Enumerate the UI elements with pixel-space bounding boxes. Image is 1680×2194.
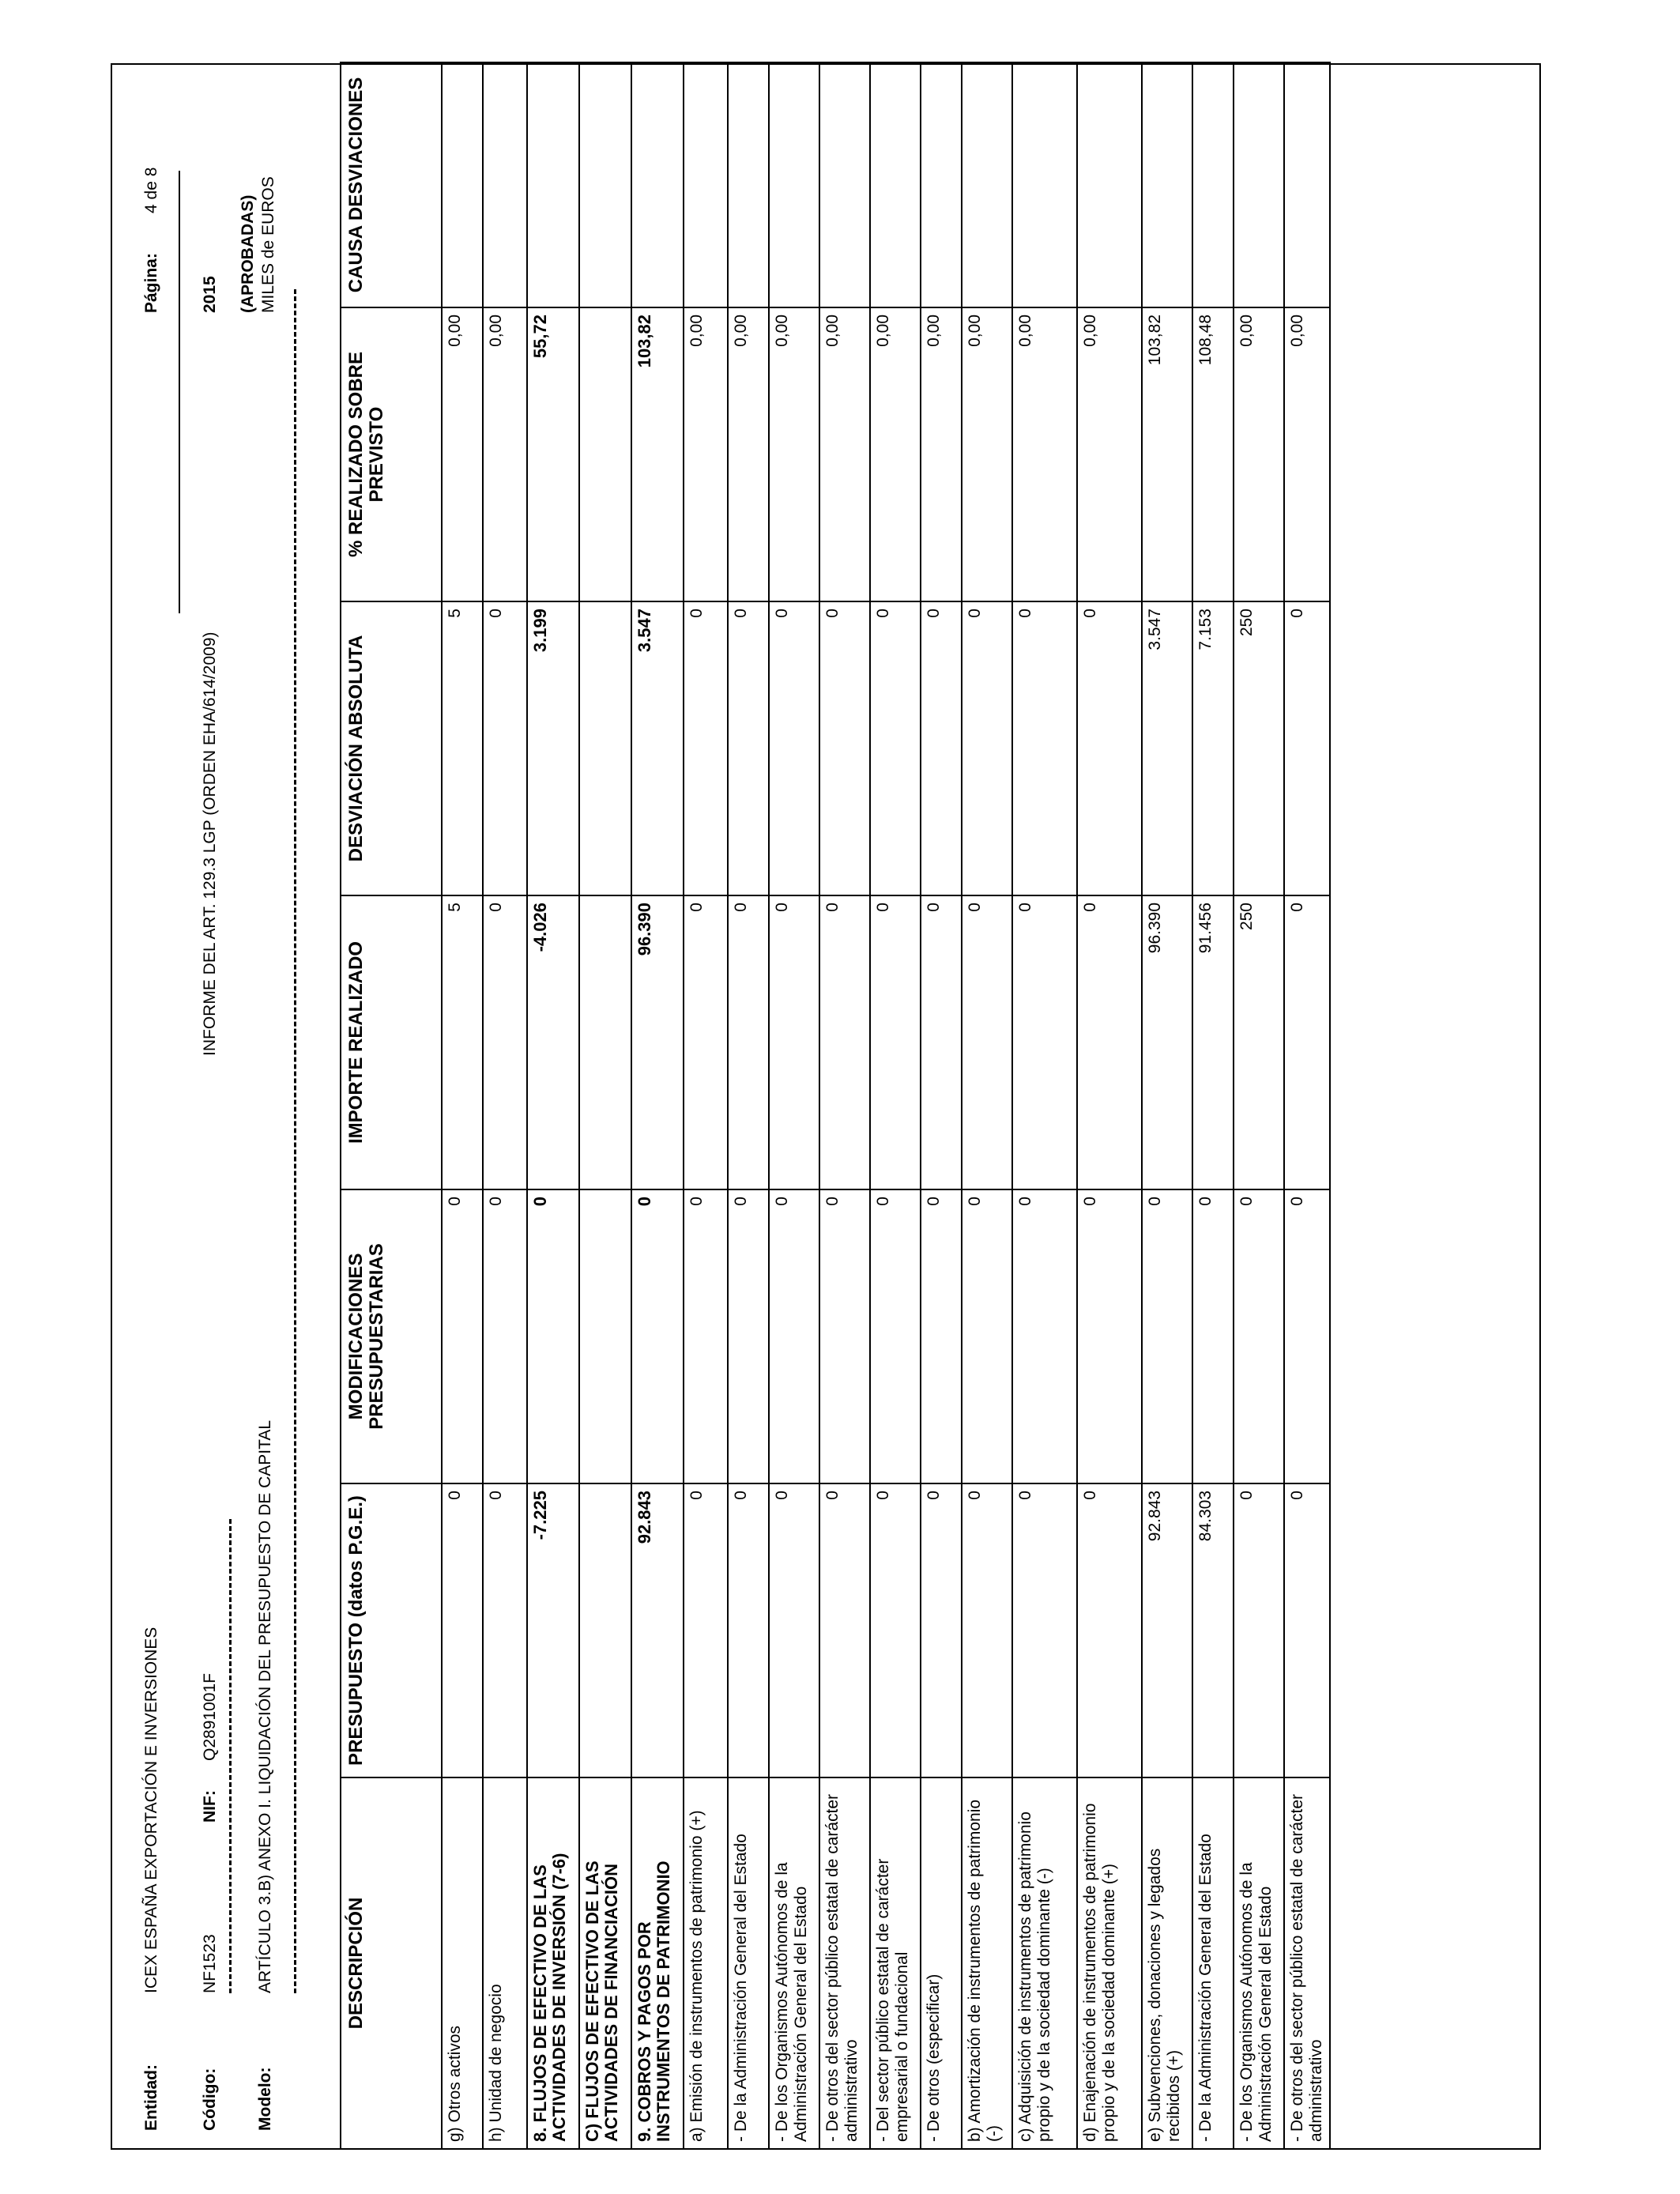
cell-mod: 0 (1077, 1189, 1142, 1483)
cell-mod: 0 (769, 1189, 819, 1483)
cell-pge: 84.303 (1192, 1483, 1234, 1777)
cell-desc: h) Unidad de negocio (483, 1777, 527, 2149)
table-row (483, 62, 527, 2149)
cell-desc: C) FLUJOS DE EFECTIVO DE LAS ACTIVIDADES DE FINANCIACIÓN (579, 1777, 631, 2149)
cell-pge: 0 (442, 1483, 483, 1777)
cell-mod: 0 (728, 1189, 769, 1483)
cell-desv (579, 601, 631, 895)
cell-pge: 0 (769, 1483, 819, 1777)
cell-real: 96.390 (631, 895, 684, 1189)
table-row (579, 62, 631, 2149)
cell-real: 0 (819, 895, 870, 1189)
cell-pge: 0 (1234, 1483, 1284, 1777)
entidad-value: ICEX ESPAÑA EXPORTACIÓN E INVERSIONES (142, 1627, 160, 1993)
cell-pct: 0,00 (728, 307, 769, 601)
cell-real: 5 (442, 895, 483, 1189)
cell-causa (527, 62, 579, 307)
cell-mod: 0 (1192, 1189, 1234, 1483)
col-modificaciones: MODIFICACIONES PRESUPUESTARIAS (341, 1189, 442, 1483)
cell-causa (1192, 62, 1234, 307)
cell-pct: 108,48 (1192, 307, 1234, 601)
cell-pge: 0 (1077, 1483, 1142, 1777)
cell-real: -4.026 (527, 895, 579, 1189)
cell-desv: 5 (442, 601, 483, 895)
cell-real: 0 (769, 895, 819, 1189)
cell-real: 0 (1284, 895, 1330, 1189)
pagina-value: 4 de 8 (142, 167, 160, 213)
cell-real: 91.456 (1192, 895, 1234, 1189)
units-label: MILES de EUROS (259, 176, 277, 313)
cell-desc: 9. COBROS Y PAGOS POR INSTRUMENTOS DE PATRIMONIO (631, 1777, 684, 2149)
cell-desc: 8. FLUJOS DE EFECTIVO DE LAS ACTIVIDADES DE INVERSIÓN (7-6) (527, 1777, 579, 2149)
cell-desv: 3.547 (1142, 601, 1192, 895)
cell-causa (684, 62, 728, 307)
table-row (527, 62, 579, 2149)
cell-mod: 0 (527, 1189, 579, 1483)
cell-real: 0 (728, 895, 769, 1189)
cell-mod: 0 (962, 1189, 1012, 1483)
cell-pge: 0 (870, 1483, 921, 1777)
cell-pct: 0,00 (684, 307, 728, 601)
col-descripcion: DESCRIPCIÓN (341, 1777, 442, 2149)
cell-desv: 250 (1234, 601, 1284, 895)
cell-pge: 92.843 (1142, 1483, 1192, 1777)
cell-pge: 0 (1012, 1483, 1077, 1777)
cell-causa (1077, 62, 1142, 307)
cell-pct: 103,82 (631, 307, 684, 601)
cell-real: 96.390 (1142, 895, 1192, 1189)
cell-desv: 0 (1012, 601, 1077, 895)
modelo-value: ARTÍCULO 3.B) ANEXO I. LIQUIDACIÓN DEL PRESUPUESTO DE CAPITAL (256, 1419, 274, 1993)
cell-desc: - De otros del sector público estatal de carácter administrativo (819, 1777, 870, 2149)
year-value: 2015 (201, 276, 219, 313)
header-rule (179, 171, 180, 613)
cell-mod (579, 1189, 631, 1483)
cell-causa (819, 62, 870, 307)
table-row (728, 62, 769, 2149)
cell-desc: - De la Administración General del Estado (728, 1777, 769, 2149)
cell-desc: e) Subvenciones, donaciones y legados recibidos (+) (1142, 1777, 1192, 2149)
cell-real: 0 (1077, 895, 1142, 1189)
cell-mod: 0 (483, 1189, 527, 1483)
table-row (769, 62, 819, 2149)
cell-pct: 0,00 (483, 307, 527, 601)
cell-pge: 0 (483, 1483, 527, 1777)
header-dash-code (229, 1519, 232, 1993)
cell-mod: 0 (684, 1189, 728, 1483)
cell-causa (728, 62, 769, 307)
cell-pct: 0,00 (819, 307, 870, 601)
header-dash-modelo (294, 289, 296, 1993)
table-row (1077, 62, 1142, 2149)
cell-causa (483, 62, 527, 307)
cell-desv: 0 (483, 601, 527, 895)
nif-value: Q2891001F (201, 1673, 219, 1761)
cell-causa (921, 62, 962, 307)
codigo-label: Código: (201, 2068, 219, 2131)
cell-mod: 0 (1284, 1189, 1330, 1483)
cell-mod: 0 (442, 1189, 483, 1483)
cell-desc: - De otros del sector público estatal de carácter administrativo (1284, 1777, 1330, 2149)
cell-causa (442, 62, 483, 307)
cell-pct: 0,00 (1284, 307, 1330, 601)
cell-desc: d) Enajenación de instrumentos de patrimonio propio y de la sociedad dominante (+) (1077, 1777, 1142, 2149)
cell-causa (962, 62, 1012, 307)
cell-causa (579, 62, 631, 307)
cell-pge (579, 1483, 631, 1777)
cell-real: 0 (870, 895, 921, 1189)
cell-pct: 0,00 (870, 307, 921, 601)
table-row (1192, 62, 1234, 2149)
cell-causa (1234, 62, 1284, 307)
cell-causa (631, 62, 684, 307)
cell-desv: 0 (684, 601, 728, 895)
table-row (1012, 62, 1077, 2149)
cell-real: 0 (684, 895, 728, 1189)
table-row (442, 62, 483, 2149)
table-row (819, 62, 870, 2149)
cell-desv: 0 (769, 601, 819, 895)
cell-desv: 0 (962, 601, 1012, 895)
cell-desv: 3.199 (527, 601, 579, 895)
cell-causa (1284, 62, 1330, 307)
cell-causa (1012, 62, 1077, 307)
cell-real: 250 (1234, 895, 1284, 1189)
cell-causa (769, 62, 819, 307)
cell-desv: 3.547 (631, 601, 684, 895)
cell-pct: 0,00 (962, 307, 1012, 601)
cell-pct (579, 307, 631, 601)
cell-desc: c) Adquisición de instrumentos de patrimonio propio y de la sociedad dominante (-) (1012, 1777, 1077, 2149)
codigo-value: NF1523 (201, 1934, 219, 1993)
cell-desc: a) Emisión de instrumentos de patrimonio (+) (684, 1777, 728, 2149)
cell-mod: 0 (870, 1189, 921, 1483)
table-header-row (341, 62, 442, 2149)
modelo-label: Modelo: (256, 2067, 274, 2131)
cell-desc: - De otros (especificar) (921, 1777, 962, 2149)
col-causa-desviaciones: CAUSA DESVIACIONES (341, 62, 442, 307)
cell-desc: - De la Administración General del Estado (1192, 1777, 1234, 2149)
cell-causa (1142, 62, 1192, 307)
table-row (1142, 62, 1192, 2149)
cell-desv: 0 (728, 601, 769, 895)
col-desviacion-absoluta: DESVIACIÓN ABSOLUTA (341, 601, 442, 895)
aprobadas-label: (APROBADAS) (239, 194, 257, 313)
cell-pct: 103,82 (1142, 307, 1192, 601)
table-row (1284, 62, 1330, 2149)
nif-label: NIF: (201, 1790, 219, 1823)
pagina-label: Página: (142, 253, 160, 313)
cell-desc: b) Amortización de instrumentos de patrimonio (-) (962, 1777, 1012, 2149)
cell-real (579, 895, 631, 1189)
cell-mod: 0 (1234, 1189, 1284, 1483)
table-row (1234, 62, 1284, 2149)
cell-desv: 0 (921, 601, 962, 895)
cell-pge: 0 (962, 1483, 1012, 1777)
cell-desv: 0 (819, 601, 870, 895)
table-row (684, 62, 728, 2149)
cell-pge: 0 (1284, 1483, 1330, 1777)
cell-causa (870, 62, 921, 307)
col-porcentaje-realizado: % REALIZADO SOBRE PREVISTO (341, 307, 442, 601)
cell-real: 0 (921, 895, 962, 1189)
cell-real: 0 (1012, 895, 1077, 1189)
cell-mod: 0 (631, 1189, 684, 1483)
cell-desv: 0 (1284, 601, 1330, 895)
cell-desc: - Del sector público estatal de carácter empresarial o fundacional (870, 1777, 921, 2149)
cell-pct: 0,00 (442, 307, 483, 601)
cell-desv: 0 (1077, 601, 1142, 895)
cell-pge: 0 (921, 1483, 962, 1777)
cell-pct: 55,72 (527, 307, 579, 601)
cell-pct: 0,00 (769, 307, 819, 601)
col-importe-realizado: IMPORTE REALIZADO (341, 895, 442, 1189)
cell-real: 0 (962, 895, 1012, 1189)
entidad-label: Entidad: (142, 2064, 160, 2131)
cell-pge: 0 (684, 1483, 728, 1777)
table-row (870, 62, 921, 2149)
cell-real: 0 (483, 895, 527, 1189)
cell-pct: 0,00 (921, 307, 962, 601)
cell-desv: 7.153 (1192, 601, 1234, 895)
cell-desc: g) Otros activos (442, 1777, 483, 2149)
budget-table (340, 62, 1331, 2150)
table-row (921, 62, 962, 2149)
informe-title: INFORME DEL ART. 129.3 LGP (ORDEN EHA/614/2009) (201, 631, 219, 1056)
cell-mod: 0 (1142, 1189, 1192, 1483)
cell-desv: 0 (870, 601, 921, 895)
cell-desc: - De los Organismos Autónomos de la Administración General del Estado (769, 1777, 819, 2149)
cell-pge: 0 (819, 1483, 870, 1777)
cell-pge: -7.225 (527, 1483, 579, 1777)
cell-mod: 0 (819, 1189, 870, 1483)
cell-mod: 0 (1012, 1189, 1077, 1483)
cell-mod: 0 (921, 1189, 962, 1483)
cell-pge: 92.843 (631, 1483, 684, 1777)
table-row (631, 62, 684, 2149)
cell-pct: 0,00 (1012, 307, 1077, 601)
table-row (962, 62, 1012, 2149)
cell-pct: 0,00 (1077, 307, 1142, 601)
cell-pge: 0 (728, 1483, 769, 1777)
cell-pct: 0,00 (1234, 307, 1284, 601)
cell-desc: - De los Organismos Autónomos de la Administración General del Estado (1234, 1777, 1284, 2149)
col-presupuesto: PRESUPUESTO (datos P.G.E.) (341, 1483, 442, 1777)
